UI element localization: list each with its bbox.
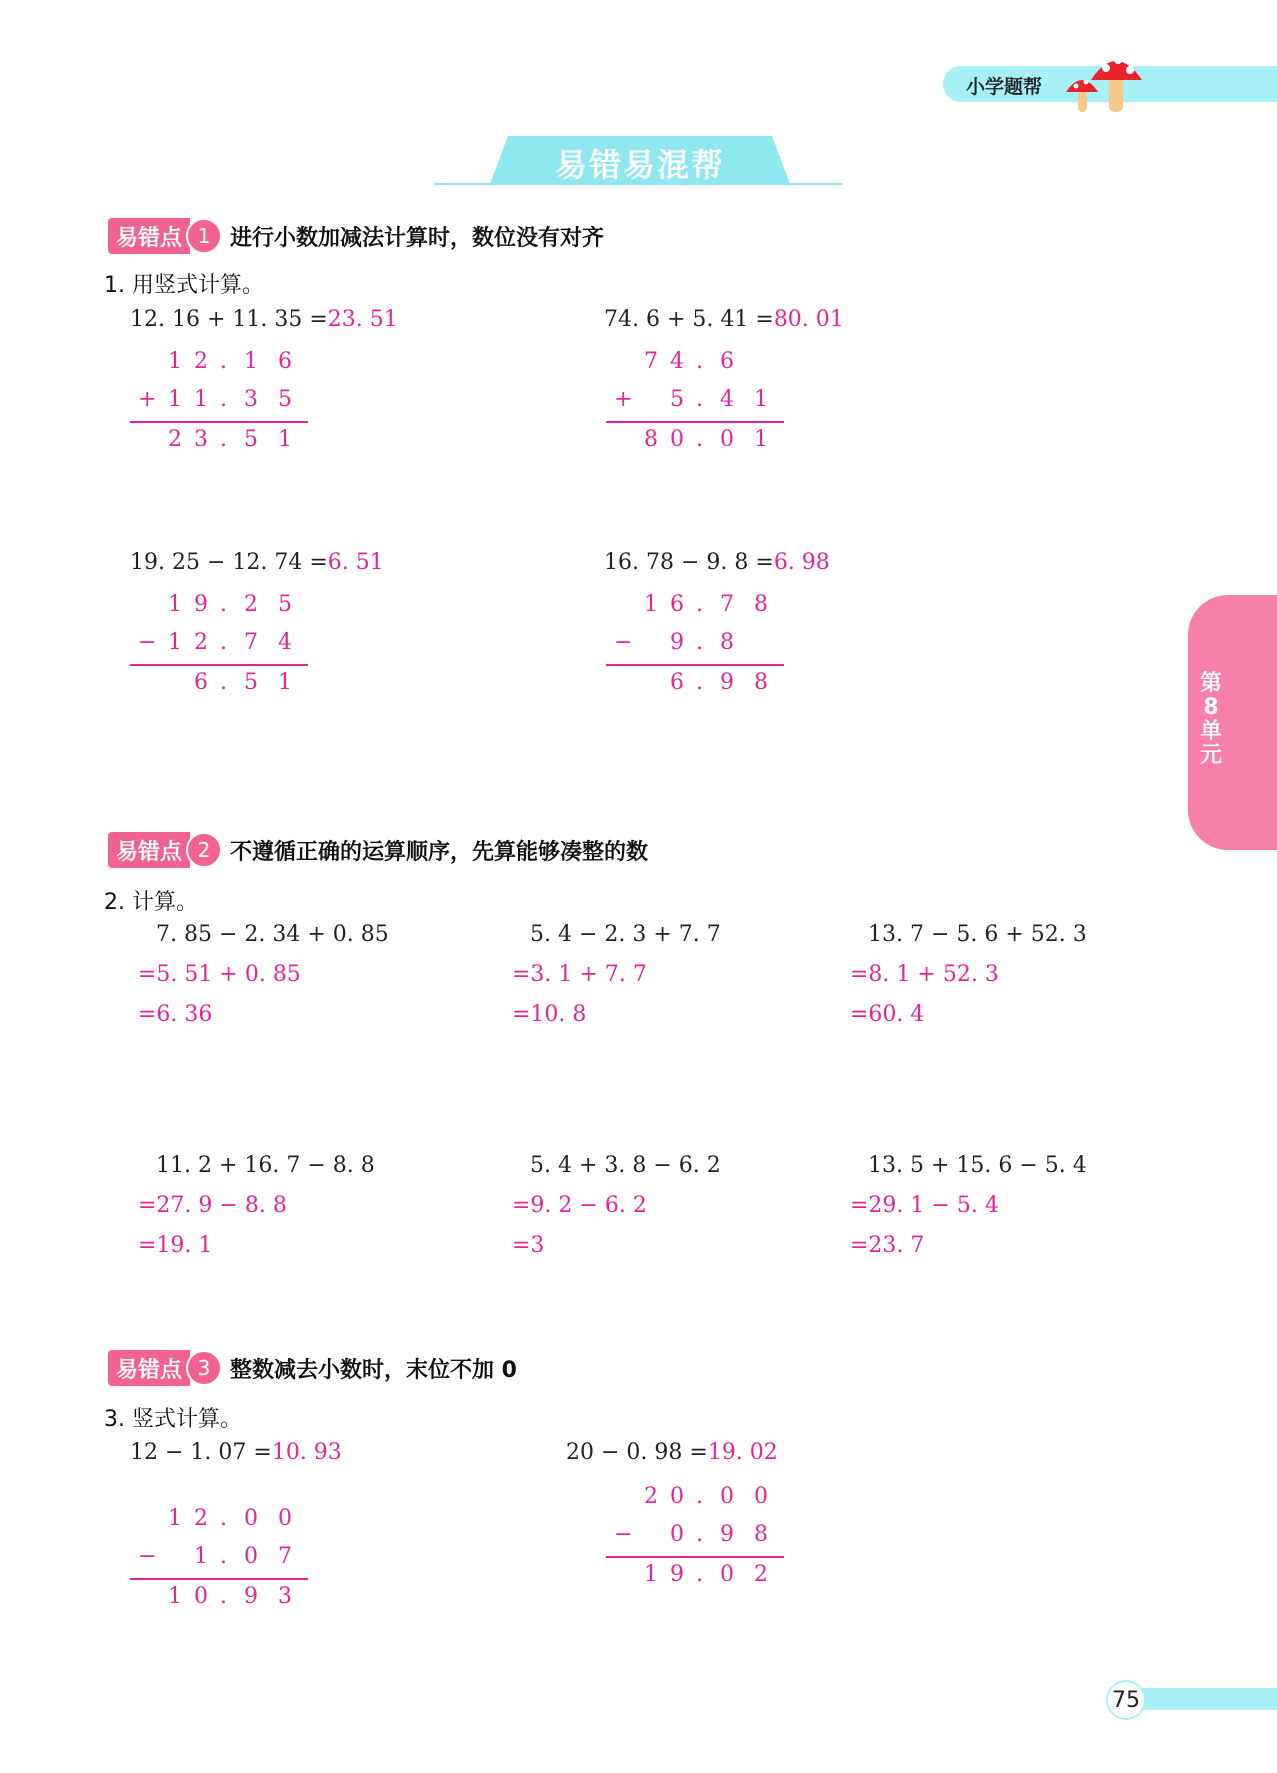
section-description: 不遵循正确的运算顺序，先算能够凑整的数 [230,839,649,865]
q3-expression-1: 12 − 1. 07 =10. 93 [130,1440,342,1465]
q2-step: =3 [512,1233,545,1258]
brand-name: 小学题帮 [966,76,1043,98]
q2-expression: 5. 4 + 3. 8 − 6. 2 [530,1153,721,1178]
q2-expression: 7. 85 − 2. 34 + 0. 85 [156,922,389,947]
q2-step: =23. 7 [850,1233,925,1258]
mushroom-icon [1058,46,1148,116]
q1-expression-1: 12. 16 + 11. 35 =23. 51 [130,307,398,332]
q2-step: =9. 2 − 6. 2 [512,1193,647,1218]
vertical-calc-3: 1 9 . 2 5 − 1 2 . 7 4 6 . 5 1 [130,588,308,704]
q2-item-2 [512,922,721,1042]
q2-step: =29. 1 − 5. 4 [850,1193,999,1218]
section-badge: 易错点 [108,218,190,254]
question-2-title: 2. 计算。 [104,890,198,915]
section-description: 进行小数加减法计算时，数位没有对齐 [230,225,605,251]
q2-expression: 11. 2 + 16. 7 − 8. 8 [156,1153,375,1178]
section-1-heading [108,218,604,254]
section-number: 3 [186,1350,222,1386]
q2-step: =3. 1 + 7. 7 [512,962,647,987]
q2-expression: 5. 4 − 2. 3 + 7. 7 [530,922,721,947]
section-2-heading [108,832,648,868]
q2-expression: 13. 5 + 15. 6 − 5. 4 [868,1153,1087,1178]
section-number: 2 [186,832,222,868]
q1-expression-3: 19. 25 − 12. 74 =6. 51 [130,550,384,575]
section-badge: 易错点 [108,832,190,868]
question-1-title: 1. 用竖式计算。 [104,273,264,298]
q2-item-6 [850,1153,1087,1273]
page-number: 75 [1106,1680,1146,1720]
page-title: 易错易混帮 [554,146,725,184]
q2-step: =6. 36 [138,1002,213,1027]
section-3-heading [108,1350,517,1386]
vertical-calc-2: 7 4 . 6 + 5 . 4 1 8 0 . 0 1 [606,345,784,461]
q2-step: =60. 4 [850,1002,925,1027]
q2-expression: 13. 7 − 5. 6 + 52. 3 [868,922,1087,947]
q2-item-5 [512,1153,721,1273]
q1-expression-4: 16. 78 − 9. 8 =6. 98 [604,550,830,575]
q3-expression-2: 20 − 0. 98 =19. 02 [566,1440,778,1465]
q2-step: =19. 1 [138,1233,213,1258]
vertical-calc-1: 1 2 . 1 6 + 1 1 . 3 5 2 3 . 5 1 [130,345,308,461]
question-3-title: 3. 竖式计算。 [104,1407,242,1432]
section-number: 1 [186,218,222,254]
q1-expression-2: 74. 6 + 5. 41 =80. 01 [604,307,844,332]
q2-item-1 [138,922,389,1042]
unit-label: 第8单元 [1199,671,1222,768]
footer-strip [1130,1688,1277,1710]
vertical-calc-4: 1 6 . 7 8 − 9 . 8 6 . 9 8 [606,588,784,704]
q2-step: =5. 51 + 0. 85 [138,962,301,987]
q2-item-4 [138,1153,375,1273]
vertical-calc-5: 1 2 . 0 0 − 1 . 0 7 1 0 . 9 3 [130,1502,308,1618]
section-description: 整数减去小数时，末位不加 0 [230,1357,517,1383]
q2-item-3 [850,922,1087,1042]
section-badge: 易错点 [108,1350,190,1386]
q2-step: =8. 1 + 52. 3 [850,962,999,987]
q2-step: =27. 9 − 8. 8 [138,1193,287,1218]
q2-step: =10. 8 [512,1002,587,1027]
vertical-calc-6: 2 0 . 0 0 − 0 . 9 8 1 9 . 0 2 [606,1480,784,1596]
